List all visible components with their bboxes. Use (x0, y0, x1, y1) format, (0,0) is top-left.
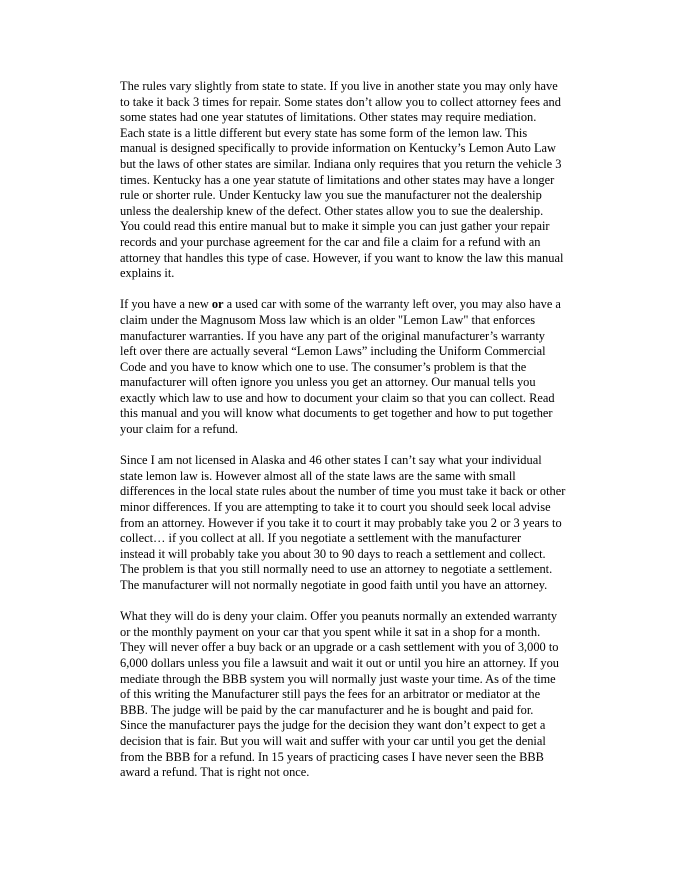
paragraph-text: If you have a new (120, 297, 212, 312)
document-body (120, 79, 602, 796)
paragraph-text: a used car with some of the warranty left over, you may also have a claim under the Magnusom Moss law which is an older "Lemon Law" that enforces manufacturer warranties. If you have any part of the original manufacturer’s warranty left over there are actually several “Lemon Laws” including the Uniform Commercial Code and you have to know which one to use. The consumer’s problem is that the manufacturer will often ignore you unless you get an attorney. Our manual tells you exactly which law to use and how to document your claim so that you can collect. Read this manual and you will know what documents to get together and how to put together your claim for a refund. (120, 297, 561, 437)
paragraph-licensing: Since I am not licensed in Alaska and 46 other states I can’t say what your individual state lemon law is. However almost all of the state laws are the same with small differences in the local state rules about the number of time you must take it back or other minor differences. If you are attempting to take it to court you should seek local advise from an attorney. However if you take it to court it may probably take you 2 or 3 years to collect… if you collect at all. If you negotiate a settlement with the manufacturer instead it will probably take you about 30 to 90 days to reach a settlement and collect. The problem is that you still normally need to use an attorney to negotiate a settlement. The manufacturer will not normally negotiate in good faith until you have an attorney. (120, 453, 566, 592)
paragraph-magnuson-moss (120, 297, 602, 437)
paragraph-state-rules: The rules vary slightly from state to state. If you live in another state you may only have to take it back 3 times for repair. Some states don’t allow you to collect attorney fees and some states had one year statutes of limitations. Other states may require mediation. Each state is a little different but every state has some form of the lemon law. This manual is designed specifically to provide information on Kentucky’s Lemon Auto Law but the laws of other states are similar. Indiana only requires that you return the vehicle 3 times. Kentucky has a one year statute of limitations and other states may have a longer rule or shorter rule. Under Kentucky law you sue the manufacturer not the dealership unless the dealership knew of the defect. Other states allow you to sue the dealership. You could read this entire manual but to make it simple you can just gather your repair records and your purchase agreement for the car and file a claim for a refund with an attorney that handles this type of case. However, if you want to know the law this manual explains it. (120, 79, 564, 281)
emphasis-text: or (211, 297, 224, 312)
paragraph-bbb: What they will do is deny your claim. Offer you peanuts normally an extended warranty or the monthly payment on your car that you spent while it sat in a shop for a month. They will never offer a buy back or an upgrade or a cash settlement with you of 3,000 to 6,000 dollars unless you file a lawsuit and wait it out or until you hire an attorney. If you mediate through the BBB system you will normally just waste your time. As of the time of this writing the Manufacturer still pays the fees for an arbitrator or mediator at the BBB. The judge will be paid by the car manufacturer and he is bought and paid for. Since the manufacturer pays the judge for the decision they want don’t expect to get a decision that is fair. But you will wait and suffer with your car until you get the denial from the BBB for a refund. In 15 years of practicing cases I have never seen the BBB award a refund. That is right not once. (120, 609, 559, 780)
